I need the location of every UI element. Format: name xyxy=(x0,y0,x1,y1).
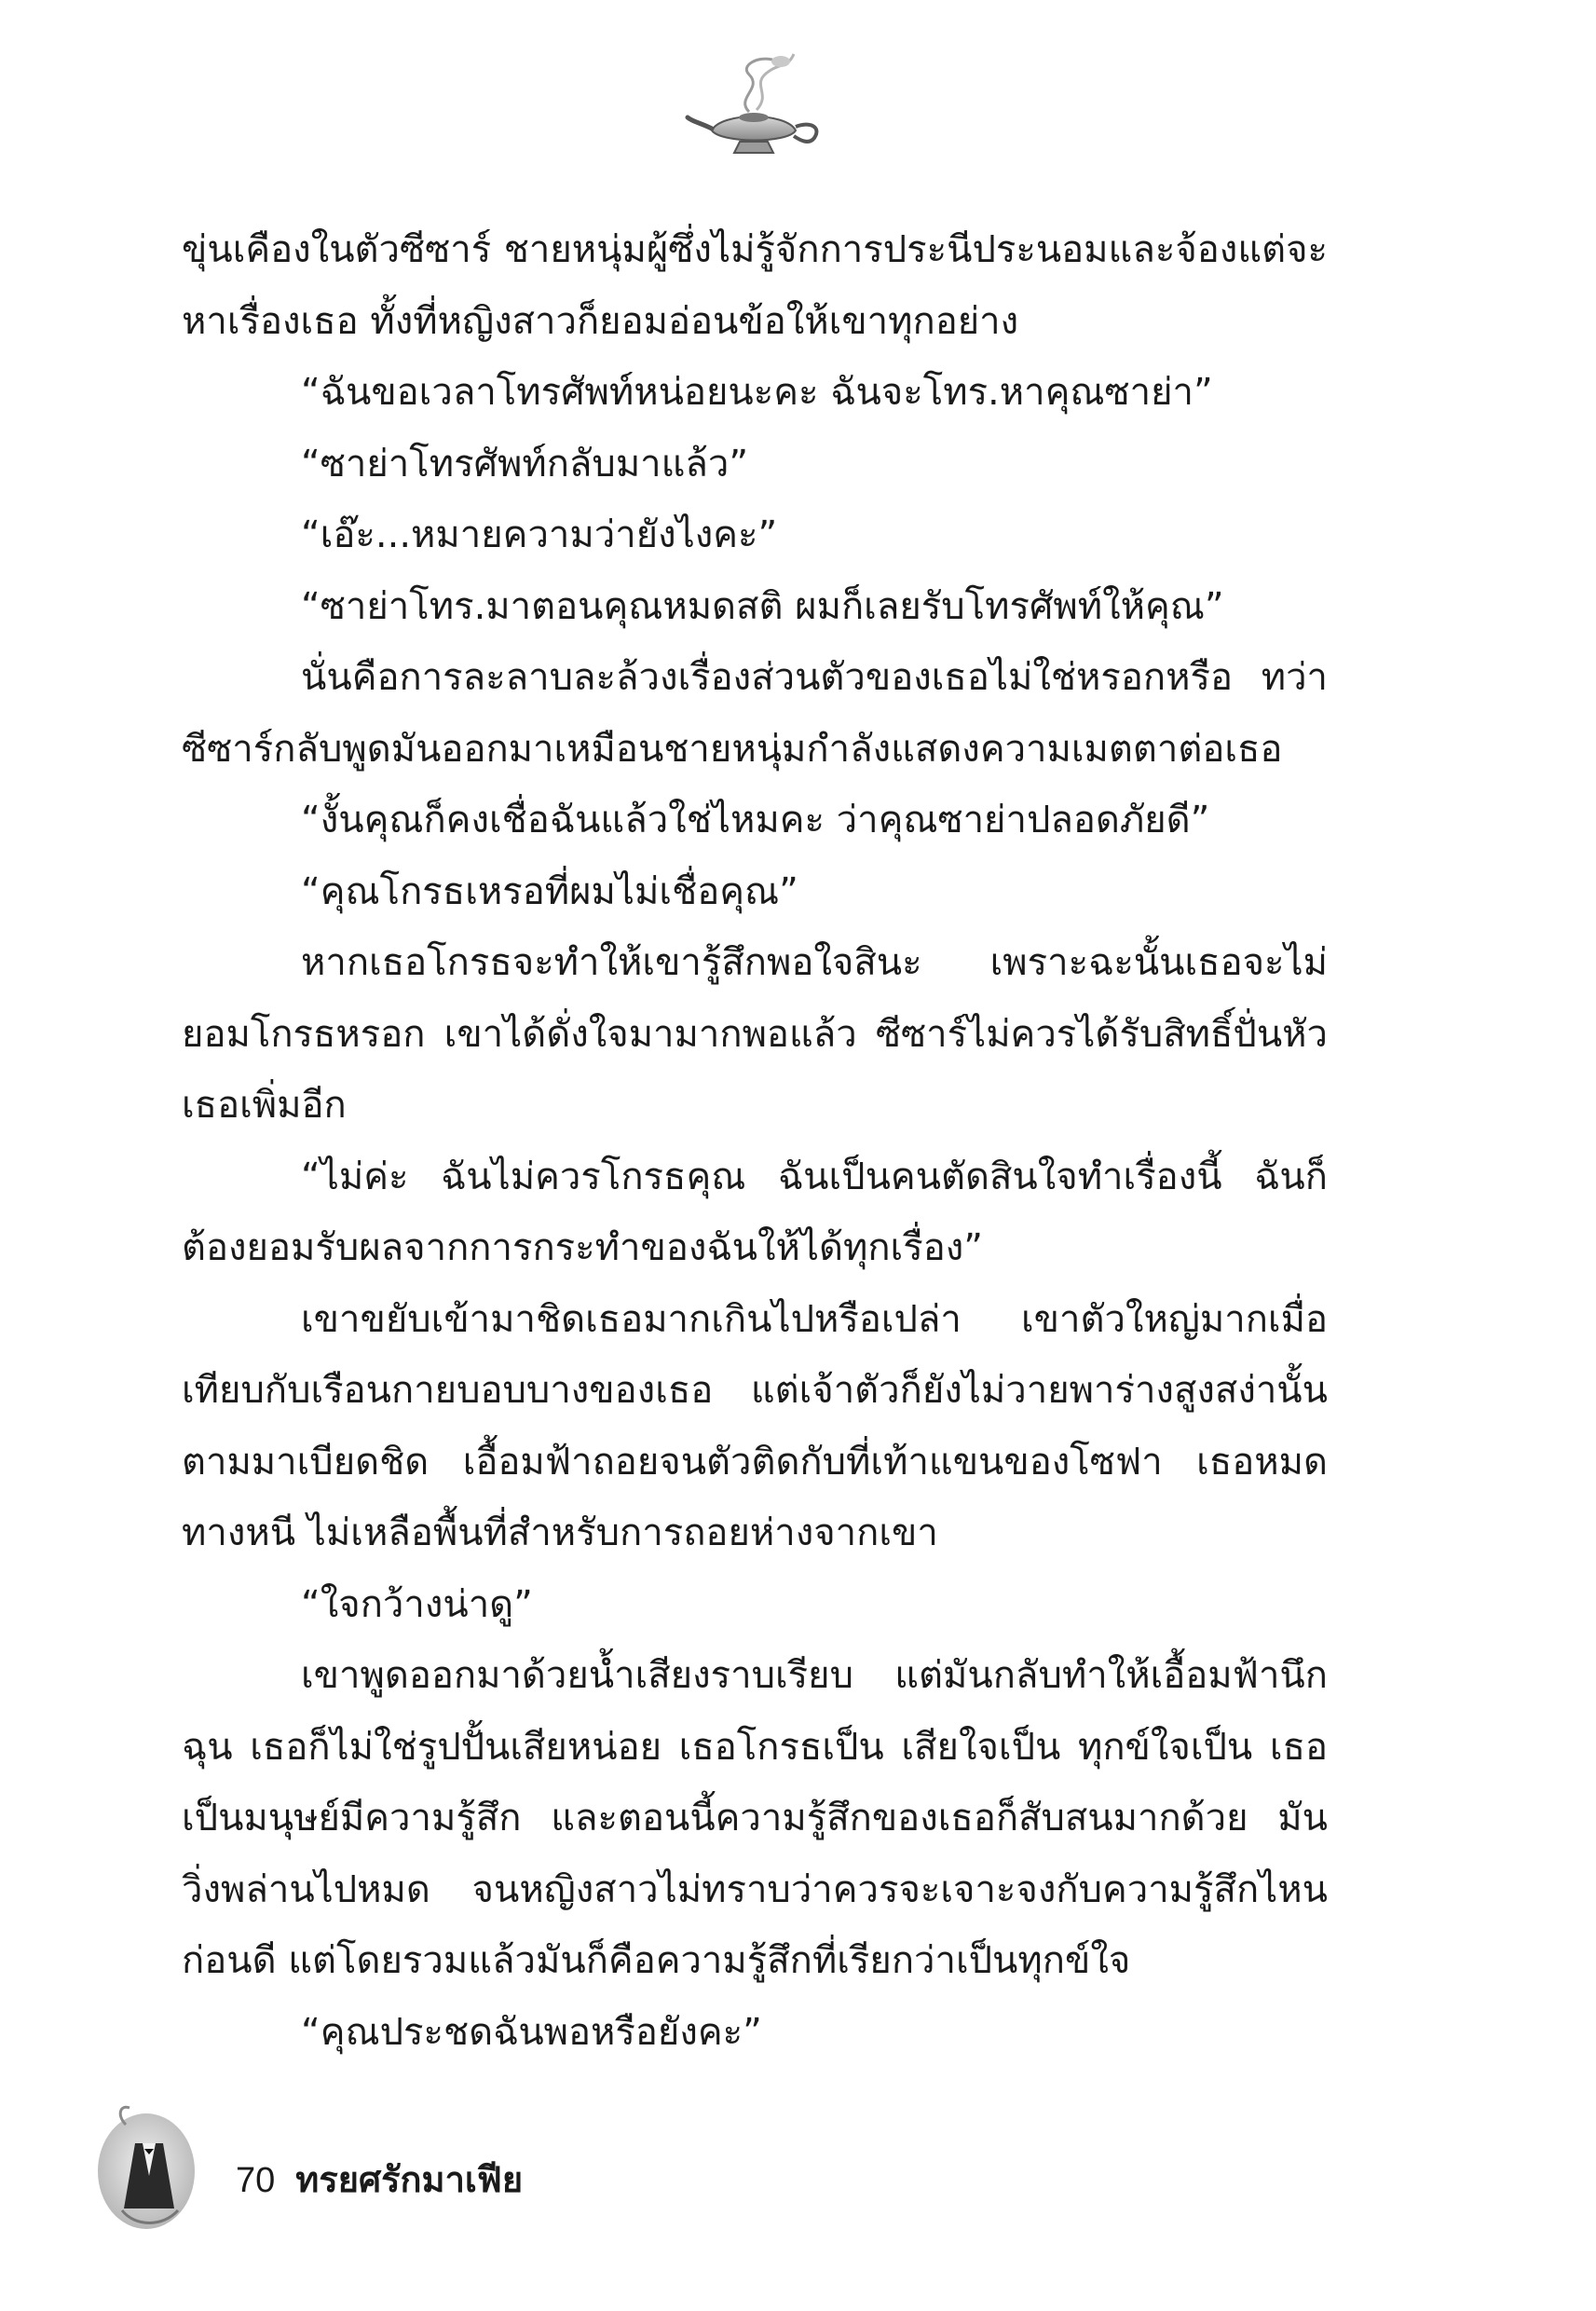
page-number: 70 xyxy=(236,2161,276,2200)
page-footer xyxy=(89,2087,741,2255)
book-title: ทรยศรักมาเฟีย xyxy=(295,2159,524,2200)
tuxedo-figure-icon xyxy=(89,2087,210,2246)
body-text xyxy=(182,214,1328,2068)
paragraph: ขุ่นเคืองในตัวซีซาร์ ชายหนุ่มผู้ซึ่งไม่รู้จักการประนีประนอมและจ้องแต่จะหาเรื่องเธอ ทั้งที่หญิงสาวก็ยอมอ่อนข้อให้เขาทุกอย่าง xyxy=(182,228,1328,343)
paragraph: “ซาย่าโทร.มาตอนคุณหมดสติ ผมก็เลยรับโทรศัพท์ให้คุณ” xyxy=(301,584,1224,628)
paragraph: “ฉันขอเวลาโทรศัพท์หน่อยนะคะ ฉันจะโทร.หาคุณซาย่า” xyxy=(301,371,1213,414)
paragraph: “งั้นคุณก็คงเชื่อฉันแล้วใช่ไหมคะ ว่าคุณซาย่าปลอดภัยดี” xyxy=(301,799,1210,841)
paragraph: “คุณโกรธเหรอที่ผมไม่เชื่อคุณ” xyxy=(301,869,798,913)
paragraph: “เอ๊ะ...หมายความว่ายังไงคะ” xyxy=(301,513,778,556)
genie-lamp-icon xyxy=(684,47,833,168)
paragraph: หากเธอโกรธจะทำให้เขารู้สึกพอใจสินะ เพราะฉะนั้นเธอจะไม่ยอมโกรธหรอก เขาได้ดั่งใจมามากพอแล้ว ซีซาร์ไม่ควรได้รับสิทธิ์ปั่นหัวเธอเพิ่มอีก xyxy=(182,941,1328,1127)
paragraph: “ซาย่าโทรศัพท์กลับมาแล้ว” xyxy=(301,442,749,485)
paragraph: เขาพูดออกมาด้วยน้ำเสียงราบเรียบ แต่มันกลับทำให้เอื้อมฟ้านึกฉุน เธอก็ไม่ใช่รูปปั้นเสียหน่อย เธอโกรธเป็น เสียใจเป็น ทุกข์ใจเป็น เธอเป็นมนุษย์มีความรู้สึก และตอนนี้ความรู้สึกของเธอก็สับสนมากด้วย มันวิ่งพล่านไปหมด จนหญิงสาวไม่ทราบว่าควรจะเจาะจงกับความรู้สึกไหนก่อนดี แต่โดยรวมแล้วมันก็คือความรู้สึกที่เรียกว่าเป็นทุกข์ใจ xyxy=(182,1654,1328,1982)
paragraph: “ไม่ค่ะ ฉันไม่ควรโกรธคุณ ฉันเป็นคนตัดสินใจทำเรื่องนี้ ฉันก็ต้องยอมรับผลจากการกระทำของฉันให้ได้ทุกเรื่อง” xyxy=(182,1155,1328,1269)
paragraph: เขาขยับเข้ามาชิดเธอมากเกินไปหรือเปล่า เขาตัวใหญ่มากเมื่อเทียบกับเรือนกายบอบบางของเธอ แต่เจ้าตัวก็ยังไม่วายพาร่างสูงสง่านั้นตามมาเบียดชิด เอื้อมฟ้าถอยจนตัวติดกับที่เท้าแขนของโซฟา เธอหมดทางหนี ไม่เหลือพื้นที่สำหรับการถอยห่างจากเขา xyxy=(182,1297,1328,1554)
paragraph: นั่นคือการละลาบละล้วงเรื่องส่วนตัวของเธอไม่ใช่หรอกหรือ ทว่าซีซาร์กลับพูดมันออกมาเหมือนชายหนุ่มกำลังแสดงความเมตตาต่อเธอ xyxy=(182,656,1328,771)
paragraph: “คุณประชดฉันพอหรือยังคะ” xyxy=(301,2010,762,2054)
folio xyxy=(236,2151,523,2208)
paragraph: “ใจกว้างน่าดู” xyxy=(301,1582,533,1626)
